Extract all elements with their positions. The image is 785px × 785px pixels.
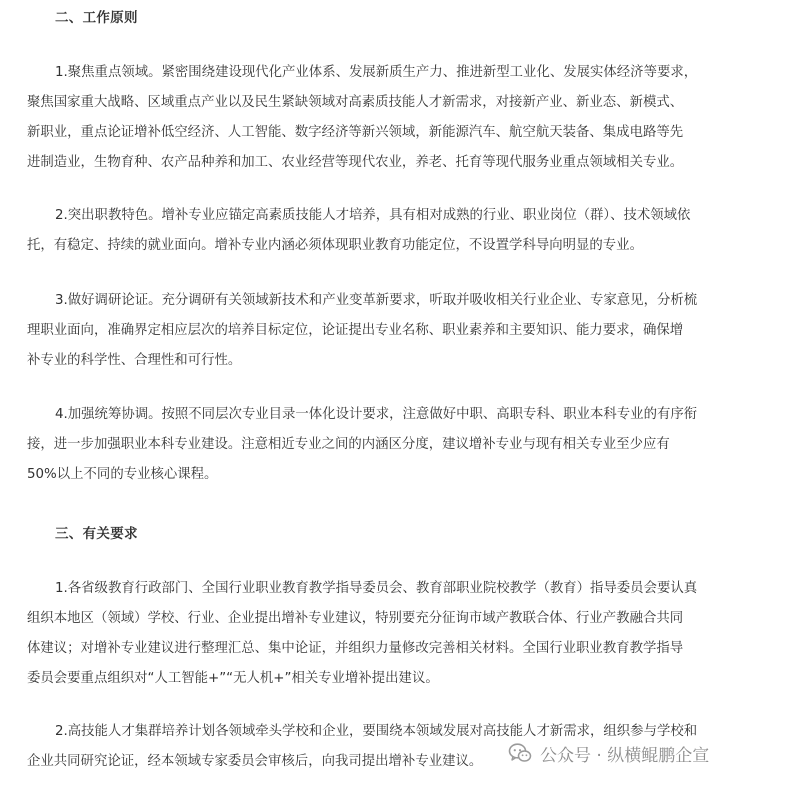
paragraph-line: 进制造业，生物育种、农产品种养和加工、农业经营等现代农业，养老、托育等现代服务业重点领域相关专业。 xyxy=(27,155,684,170)
watermark-text: 公众号 · 纵横鲲鹏企宣 xyxy=(540,745,710,766)
paragraph-line: 1.聚焦重点领域。紧密围绕建设现代化产业体系、发展新质生产力、推进新型工业化、发展实体经济等要求， xyxy=(55,65,698,80)
paragraph-principle-1 xyxy=(27,58,767,178)
paragraph-line: 接，进一步加强职业本科专业建设。注意相近专业之间的内涵区分度，建议增补专业与现有相关专业至少应有 xyxy=(27,437,670,452)
paragraph-line: 企业共同研究论证，经本领域专家委员会审核后，向我司提出增补专业建议。 xyxy=(27,754,483,769)
paragraph-principle-4 xyxy=(27,400,767,490)
wechat-icon xyxy=(508,742,532,764)
paragraph-line: 理职业面向，准确界定相应层次的培养目标定位，论证提出专业名称、职业素养和主要知识、能力要求，确保增 xyxy=(27,323,684,338)
paragraph-line: 新职业，重点论证增补低空经济、人工智能、数字经济等新兴领域，新能源汽车、航空航天装备、集成电路等先 xyxy=(27,125,684,140)
wechat-watermark xyxy=(508,740,709,766)
paragraph-line: 组织本地区（领域）学校、行业、企业提出增补专业建议，特别要充分征询市域产教联合体、行业产教融合共同 xyxy=(27,611,684,626)
paragraph-line: 聚焦国家重大战略、区域重点产业以及民生紧缺领域对高素质技能人才新需求，对接新产业、新业态、新模式、 xyxy=(27,95,684,110)
paragraph-line: 4.加强统筹协调。按照不同层次专业目录一体化设计要求，注意做好中职、高职专科、职业本科专业的有序衔 xyxy=(55,407,698,422)
paragraph-line: 50%以上不同的专业核心课程。 xyxy=(27,467,218,482)
paragraph-line: 2.高技能人才集群培养计划各领域牵头学校和企业，要围绕本领域发展对高技能人才新需求，组织参与学校和 xyxy=(55,724,698,739)
paragraph-line: 2.突出职教特色。增补专业应锚定高素质技能人才培养，具有相对成熟的行业、职业岗位（群）、技术领域依 xyxy=(55,208,691,223)
paragraph-requirement-1 xyxy=(27,574,767,694)
section-heading-requirements: 三、有关要求 xyxy=(55,526,138,542)
paragraph-line: 1.各省级教育行政部门、全国行业职业教育教学指导委员会、教育部职业院校教学（教育）指导委员会要认真 xyxy=(55,581,698,596)
paragraph-line: 委员会要重点组织对“人工智能+”“无人机+”相关专业增补提出建议。 xyxy=(27,671,439,686)
paragraph-line: 补专业的科学性、合理性和可行性。 xyxy=(27,353,242,368)
paragraph-principle-3 xyxy=(27,286,767,376)
paragraph-line: 体建议；对增补专业建议进行整理汇总、集中论证，并组织力量修改完善相关材料。全国行业职业教育教学指导 xyxy=(27,641,684,656)
paragraph-line: 托，有稳定、持续的就业面向。增补专业内涵必须体现职业教育功能定位，不设置学科导向明显的专业。 xyxy=(27,238,643,253)
section-heading-work-principles: 二、工作原则 xyxy=(55,10,138,26)
paragraph-principle-2 xyxy=(27,201,767,261)
paragraph-line: 3.做好调研论证。充分调研有关领域新技术和产业变革新要求，听取并吸收相关行业企业、专家意见，分析梳 xyxy=(55,293,698,308)
